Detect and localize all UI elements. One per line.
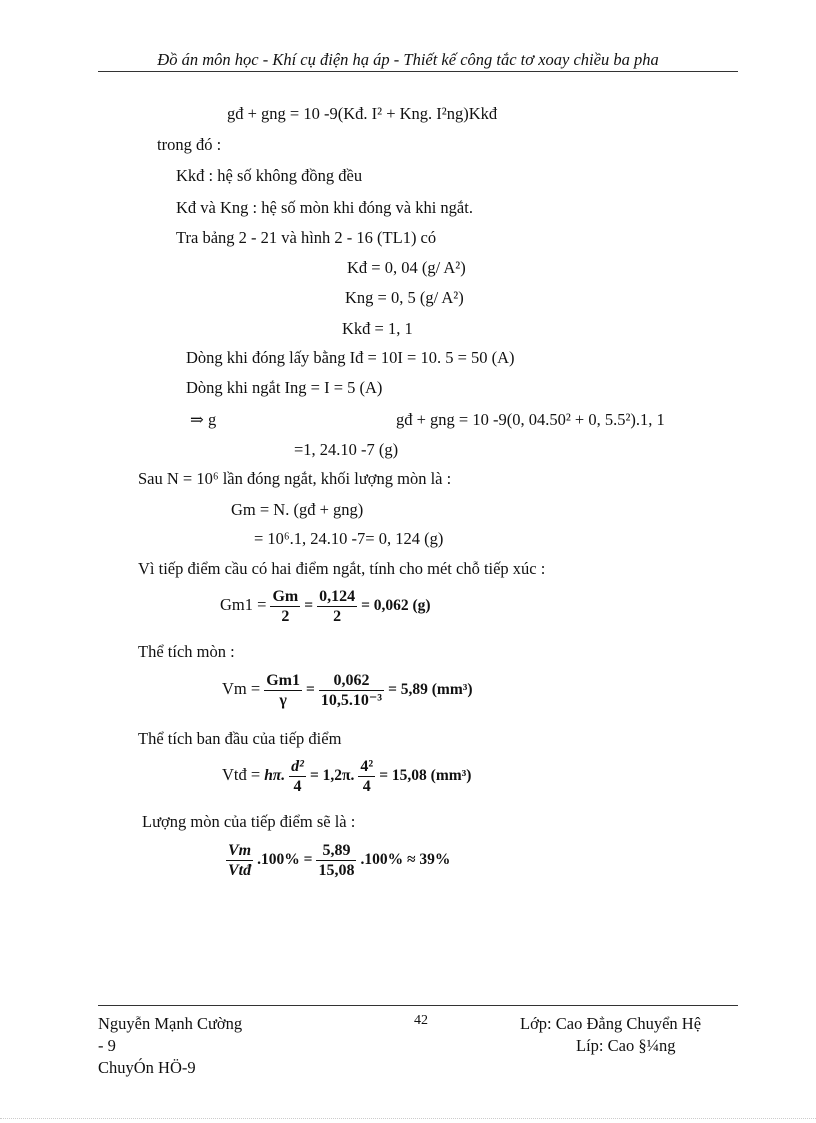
eq3-mid: = 1,2π. bbox=[309, 767, 355, 785]
text-bridge-contact: Vì tiếp điểm cầu có hai điểm ngắt, tính cho mét chỗ tiếp xúc : bbox=[138, 559, 546, 578]
eq1-num2: 0,124 bbox=[319, 588, 356, 605]
eq3-fraction-2 bbox=[358, 757, 375, 796]
value-kd: Kđ = 0, 04 (g/ A²) bbox=[347, 258, 466, 277]
eq2-den2: 10,5.10⁻³ bbox=[320, 692, 383, 709]
eq2-fraction-2 bbox=[319, 671, 384, 710]
eq1-result: = 0,062 (g) bbox=[361, 597, 431, 615]
text-kd-kng-def: Kđ và Kng : hệ số mòn khi đóng và khi ngắt. bbox=[176, 198, 473, 217]
eq1-equals: = bbox=[304, 597, 314, 615]
text-initial-volume: Thể tích ban đầu của tiếp điểm bbox=[138, 729, 342, 748]
eq3-den1: 4 bbox=[293, 778, 302, 795]
text-breaking-current: Dòng khi ngắt Ing = I = 5 (A) bbox=[186, 378, 383, 397]
result-gm: = 10⁶.1, 24.10 -7= 0, 124 (g) bbox=[254, 529, 444, 548]
equation-vtd bbox=[222, 757, 471, 796]
eq4-fraction-2 bbox=[316, 841, 356, 880]
equation-vm bbox=[222, 671, 473, 710]
formula-wear-mass: gđ + gng = 10 -9(Kđ. I² + Kng. I²ng)Kkđ bbox=[227, 104, 498, 123]
value-kkd: Kkđ = 1, 1 bbox=[342, 319, 413, 338]
equation-gm1 bbox=[220, 587, 431, 626]
footer-author: Nguyễn Mạnh Cường bbox=[98, 1014, 243, 1033]
eq2-equals: = bbox=[305, 681, 315, 699]
eq4-fraction-1 bbox=[226, 841, 253, 880]
text-wear-volume: Thể tích mòn : bbox=[138, 642, 235, 661]
page-header-title: Đồ án môn học - Khí cụ điện hạ áp - Thiết kế công tắc tơ xoay chiều ba pha bbox=[157, 50, 659, 69]
eq1-fraction-1 bbox=[270, 587, 300, 626]
footer-class-legacy-right: Líp: Cao §¼ng bbox=[576, 1036, 676, 1055]
eq4-num1: Vm bbox=[228, 842, 252, 859]
eq4-mid: .100% = bbox=[257, 851, 313, 869]
eq4-result: .100% ≈ 39% bbox=[360, 851, 451, 869]
eq3-fraction-1 bbox=[289, 757, 306, 796]
page-bottom-dotted-line bbox=[0, 1118, 816, 1119]
eq3-num1: d² bbox=[291, 758, 304, 775]
equation-wear-percent bbox=[226, 841, 450, 880]
eq3-result: = 15,08 (mm³) bbox=[379, 767, 472, 785]
eq2-fraction-1 bbox=[264, 671, 302, 710]
eq1-fraction-2 bbox=[317, 587, 357, 626]
eq3-num2: 4² bbox=[360, 758, 374, 775]
page-number: 42 bbox=[414, 1013, 428, 1028]
text-after-n-ops: Sau N = 10⁶ lần đóng ngắt, khối lượng mòn là : bbox=[138, 469, 452, 488]
eq1-num1: Gm bbox=[272, 588, 299, 605]
eq4-den1: Vtđ bbox=[228, 862, 252, 879]
formula-wear-substituted: gđ + gng = 10 -9(0, 04.50² + 0, 5.5²).1, 1 bbox=[396, 410, 665, 429]
eq3-lhs: Vtđ = bbox=[222, 765, 261, 785]
footer-rule bbox=[98, 1005, 738, 1006]
eq4-den2: 15,08 bbox=[318, 862, 355, 879]
eq2-lhs: Vm = bbox=[222, 679, 261, 699]
header-rule bbox=[98, 71, 738, 72]
eq3-prefix: hπ. bbox=[264, 767, 286, 785]
eq2-num2: 0,062 bbox=[319, 671, 384, 691]
text-closing-current: Dòng khi đóng lấy bằng Iđ = 10I = 10. 5 = 50 (A) bbox=[186, 348, 515, 367]
footer-class-legacy: ChuyÓn HÖ-9 bbox=[98, 1058, 196, 1077]
footer-author-cont: - 9 bbox=[98, 1036, 116, 1055]
eq1-lhs: Gm1 = bbox=[220, 595, 267, 615]
eq4-num2: 5,89 bbox=[316, 841, 356, 861]
text-wear-amount: Lượng mòn của tiếp điểm sẽ là : bbox=[142, 812, 356, 831]
eq1-den1: 2 bbox=[281, 608, 290, 625]
text-table-ref: Tra bảng 2 - 21 và hình 2 - 16 (TL1) có bbox=[176, 228, 437, 247]
text-implies-g: ⇒ g bbox=[190, 410, 217, 429]
value-kng: Kng = 0, 5 (g/ A²) bbox=[345, 288, 464, 307]
eq1-den2: 2 bbox=[333, 608, 342, 625]
formula-gm: Gm = N. (gđ + gng) bbox=[231, 500, 364, 519]
text-kkd-def: Kkđ : hệ số không đồng đều bbox=[176, 166, 363, 185]
eq2-den1: γ bbox=[279, 692, 287, 709]
text-where: trong đó : bbox=[157, 135, 222, 154]
result-wear-per-op: =1, 24.10 -7 (g) bbox=[294, 440, 399, 459]
eq2-result: = 5,89 (mm³) bbox=[388, 681, 473, 699]
eq2-num1: Gm1 bbox=[266, 672, 300, 689]
footer-class: Lớp: Cao Đẳng Chuyển Hệ bbox=[520, 1014, 702, 1033]
eq3-den2: 4 bbox=[362, 778, 371, 795]
